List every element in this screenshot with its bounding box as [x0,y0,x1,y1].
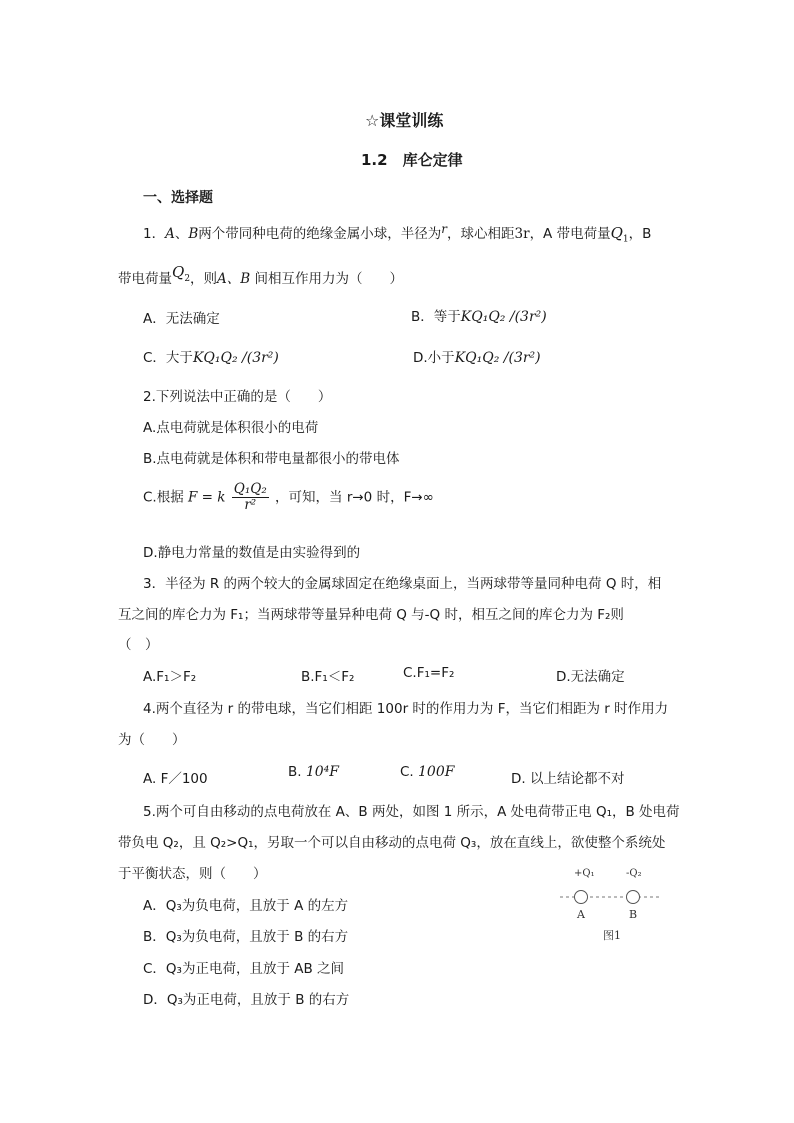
q5-option-c: C．Q₃为正电荷，且放于 AB 之间 [143,961,345,977]
q4-option-d: D. 以上结论都不对 [511,771,625,787]
figure-label-q2: -Q₂ [626,868,642,879]
figure-1-charges [560,862,670,946]
q3-option-d: D.无法确定 [556,669,625,685]
q4-option-a: A. F／100 [143,771,208,787]
q5-option-d: D．Q₃为正电荷，且放于 B 的右方 [143,992,350,1008]
q4-line1: 4.两个直径为 r 的带电球，当它们相距 100r 时的作用力为 F，当它们相距为 r 时作用力 [143,701,669,717]
q1-line1: 1．A、B两个带同种电荷的绝缘金属小球，半径为r，球心相距3r，A 带电荷量$Q_1$，B [143,222,652,245]
figure-charge-b [627,891,640,904]
q3-line1: 3．半径为 R 的两个较大的金属球固定在绝缘桌面上，当两球带等量同种电荷 Q 时，相 [143,576,662,592]
q3-line2: 互之间的库仑力为 F₁；当两球带等量异种电荷 Q 与-Q 时，相互之间的库仑力为 F₂则 [118,607,624,623]
q2-option-b: B.点电荷就是体积和带电量都很小的带电体 [143,451,400,467]
figure-label-b: B [629,908,638,921]
page-title: ☆课堂训练 [365,111,444,130]
q2-stem: 2.下列说法中正确的是（ ） [143,389,332,405]
lesson-subtitle: 1.2 库仑定律 [361,151,463,169]
q1-line2: 带电荷量$Q_2$，则A、B 间相互作用力为（ ） [118,263,404,287]
q1-option-a: A．无法确定 [143,311,220,327]
q5-option-a: A．Q₃为负电荷，且放于 A 的左方 [143,898,349,914]
q1-option-c: C．大于KQ₁Q₂ /(3r²) [143,350,279,366]
q1-option-d: D.小于KQ₁Q₂ /(3r²) [413,350,541,366]
q3-line3: （ ） [118,637,159,653]
q4-option-c: C. 100F [400,764,455,780]
coulomb-fraction: $\frac{\text{Q₁Q₂}}{\text{r²}}$ [233,481,267,513]
q5-line1: 5.两个可自由移动的点电荷放在 A、B 两处，如图 1 所示，A 处电荷带正电 Q₁，B 处电荷 [143,804,680,820]
q4-line2: 为（ ） [118,732,186,748]
q5-line3: 于平衡状态，则（ ） [118,866,267,882]
q4-option-b: B. 10⁴F [288,764,339,780]
section-heading: 一、选择题 [143,190,213,206]
q3-option-a: A.F₁＞F₂ [143,669,197,685]
q3-option-b: B.F₁＜F₂ [301,669,355,685]
figure-caption: 图1 [603,929,621,942]
figure-label-a: A [577,908,585,921]
figure-charge-a [575,891,588,904]
figure-label-q1: +Q₁ [574,868,595,879]
q2-option-a: A.点电荷就是体积很小的电荷 [143,420,319,436]
q5-line2: 带负电 Q₂，且 Q₂>Q₁，另取一个可以自由移动的点电荷 Q₃，放在直线上，欲使整个系统处 [118,835,666,851]
q3-option-c: C.F₁=F₂ [403,665,455,681]
q2-option-d: D.静电力常量的数值是由实验得到的 [143,545,361,561]
q1-option-b: B．等于KQ₁Q₂ /(3r²) [411,309,547,325]
q5-option-b: B．Q₃为负电荷，且放于 B 的右方 [143,929,349,945]
q2-option-c: C.根据 F = k $\frac{\text{Q₁Q₂}}{\text{r²}}$ ，可知，当 r→0 时，F→∞ [143,481,434,513]
